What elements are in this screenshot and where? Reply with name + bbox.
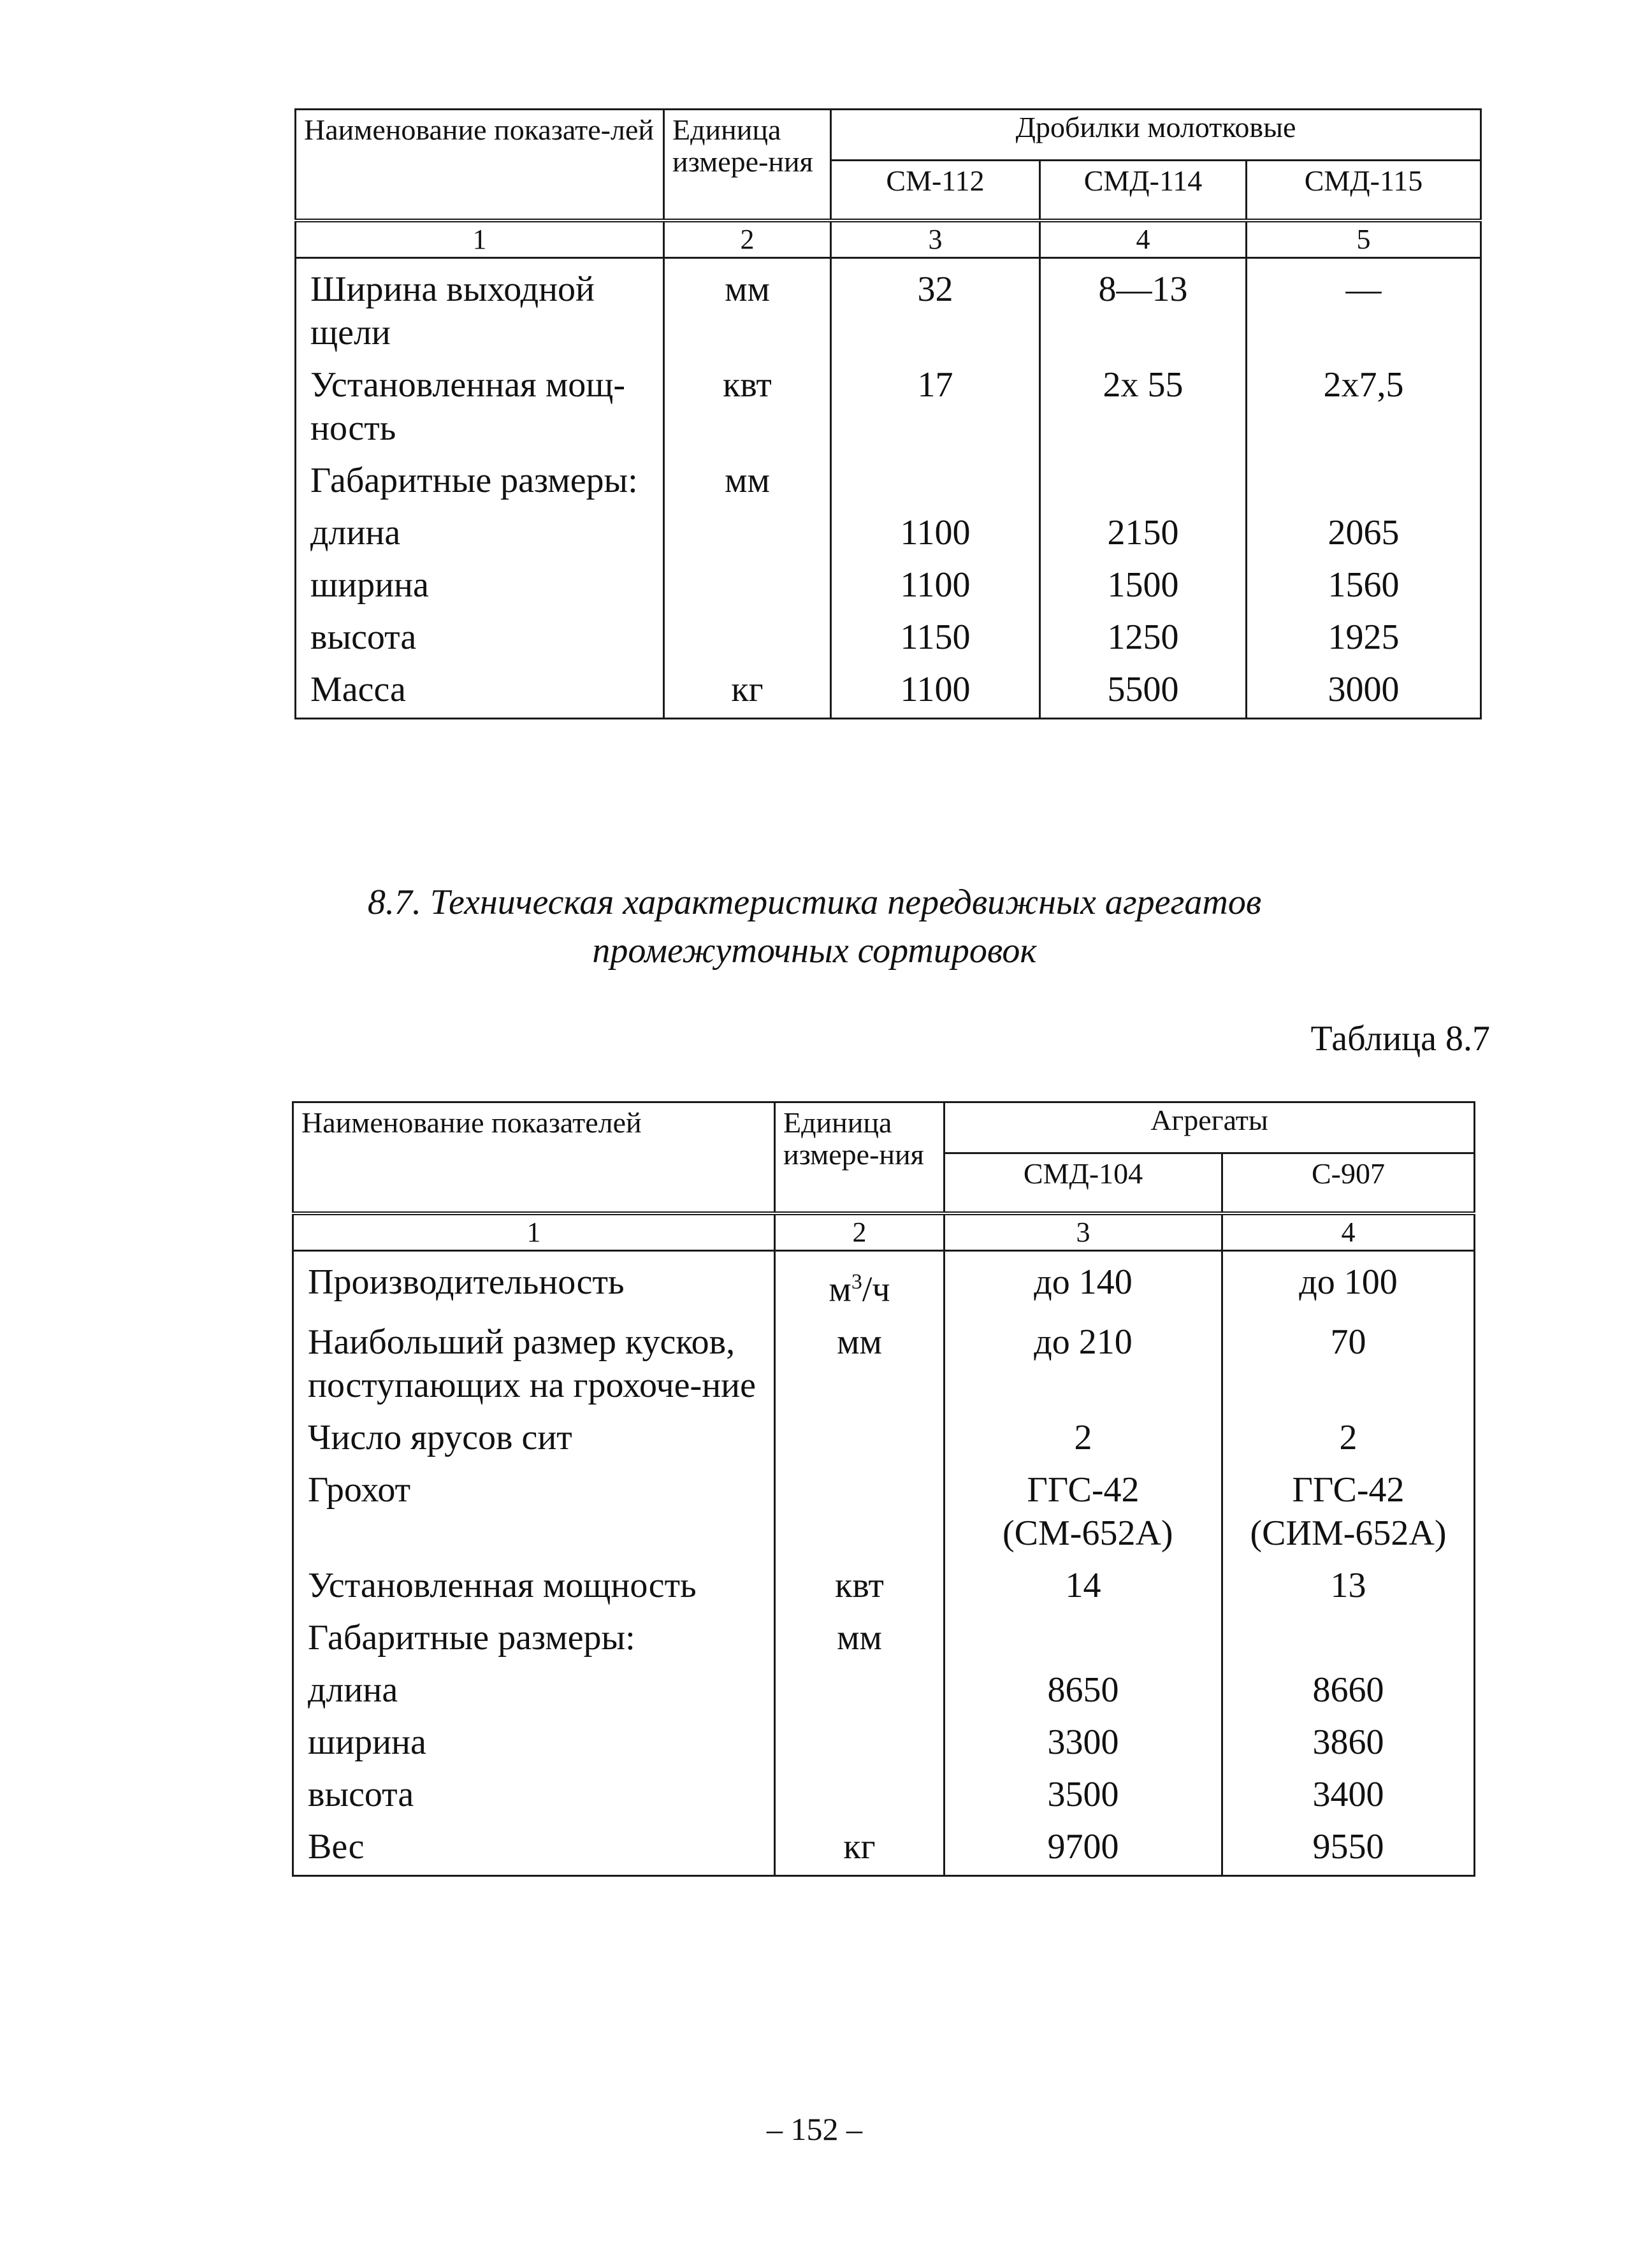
row-label: высота	[293, 1764, 775, 1816]
cell-value: 3300	[945, 1712, 1222, 1764]
t2-header-col-cmd104: СМД-104	[945, 1153, 1222, 1213]
t1-header-col-cmd115: СМД-115	[1247, 161, 1481, 220]
cell-value: 8—13	[1040, 258, 1247, 355]
cell-value: 1560	[1247, 554, 1481, 607]
row-unit	[775, 1251, 945, 1311]
cell-value: 2х7,5	[1247, 354, 1481, 450]
t2-header-col-c907: С-907	[1222, 1153, 1475, 1213]
cell-value: 17	[831, 354, 1040, 450]
row-unit	[775, 1659, 945, 1712]
row-label: длина	[296, 502, 664, 554]
unit-tail: /ч	[862, 1269, 890, 1310]
table-row	[296, 354, 1481, 450]
t1-colnum: 3	[831, 220, 1040, 258]
row-unit: кг	[775, 1816, 945, 1876]
row-unit: квт	[664, 354, 831, 450]
cell-value: 1100	[831, 502, 1040, 554]
table-row	[296, 258, 1481, 355]
t1-colnum: 1	[296, 220, 664, 258]
table-label: Таблица 8.7	[1310, 1019, 1490, 1058]
row-unit	[775, 1764, 945, 1816]
t2-colnum: 1	[293, 1213, 775, 1251]
t1-header-name: Наименование показате-лей	[296, 110, 664, 221]
t1-colnum: 5	[1247, 220, 1481, 258]
t1-header-col-cmd114: СМД-114	[1040, 161, 1247, 220]
row-label: Установленная мощ-ность	[296, 354, 664, 450]
table-row	[296, 554, 1481, 607]
cell-value: 3000	[1247, 659, 1481, 719]
cell-value: 9550	[1222, 1816, 1475, 1876]
row-unit: мм	[775, 1607, 945, 1659]
t2-header-group: Агрегаты	[945, 1102, 1475, 1153]
row-label: ширина	[296, 554, 664, 607]
row-unit: квт	[775, 1555, 945, 1607]
cell-value: до 100	[1222, 1251, 1475, 1311]
cell-value: 70	[1222, 1311, 1475, 1407]
t2-header-name: Наименование показателей	[293, 1102, 775, 1214]
table-row	[293, 1407, 1475, 1459]
cell-value: 14	[945, 1555, 1222, 1607]
row-unit	[664, 502, 831, 554]
table-row	[293, 1659, 1475, 1712]
t1-header-unit: Единица измере-ния	[664, 110, 831, 221]
table-row	[296, 502, 1481, 554]
cell-value: 2	[945, 1407, 1222, 1459]
table-row	[293, 1607, 1475, 1659]
cell-value: до 210	[945, 1311, 1222, 1407]
table-row	[293, 1251, 1475, 1311]
cell-value: 3500	[945, 1764, 1222, 1816]
row-label: Габаритные размеры:	[296, 450, 664, 502]
row-label: Вес	[293, 1816, 775, 1876]
table-row	[296, 607, 1481, 659]
t2-colnum: 4	[1222, 1213, 1475, 1251]
row-unit: кг	[664, 659, 831, 719]
table-row	[293, 1816, 1475, 1876]
row-label: Ширина выходной щели	[296, 258, 664, 355]
table-row	[293, 1311, 1475, 1407]
cell-value: —	[1247, 258, 1481, 355]
cell-value	[1247, 450, 1481, 502]
row-unit: мм	[775, 1311, 945, 1407]
row-label: высота	[296, 607, 664, 659]
section-caption-line-1: 8.7. Техническая характеристика передвижных агрегатов	[367, 883, 1262, 922]
table-row	[293, 1459, 1475, 1555]
t1-colnum: 4	[1040, 220, 1247, 258]
row-unit	[664, 607, 831, 659]
section-caption-line-2: промежуточных сортировок	[592, 931, 1037, 971]
cell-value: ГГС-42 (СИМ-652А)	[1222, 1459, 1475, 1555]
t1-colnum: 2	[664, 220, 831, 258]
row-label: Грохот	[293, 1459, 775, 1555]
cell-value: 2150	[1040, 502, 1247, 554]
cell-value: 3860	[1222, 1712, 1475, 1764]
cell-value	[1222, 1607, 1475, 1659]
section-caption	[0, 878, 1629, 975]
t2-header-unit: Единица измере-ния	[775, 1102, 945, 1214]
cell-value: 32	[831, 258, 1040, 355]
unit-superscript: 3	[851, 1270, 862, 1294]
table-row	[293, 1555, 1475, 1607]
cell-value: 8650	[945, 1659, 1222, 1712]
row-label: Число ярусов сит	[293, 1407, 775, 1459]
cell-value	[945, 1607, 1222, 1659]
cell-value: 2	[1222, 1407, 1475, 1459]
row-unit	[775, 1459, 945, 1555]
row-unit: мм	[664, 450, 831, 502]
cell-value: 1925	[1247, 607, 1481, 659]
aggregates-table	[292, 1101, 1475, 1877]
row-label: ширина	[293, 1712, 775, 1764]
t1-header-group: Дробилки молотковые	[831, 110, 1481, 161]
row-label: Наибольший размер кусков, поступающих на грохоче-ние	[293, 1311, 775, 1407]
row-label: Производительность	[293, 1251, 775, 1311]
cell-value: 5500	[1040, 659, 1247, 719]
cell-value	[831, 450, 1040, 502]
cell-value: 3400	[1222, 1764, 1475, 1816]
table-row	[293, 1764, 1475, 1816]
table-row	[296, 659, 1481, 719]
unit-base: м	[829, 1269, 851, 1310]
row-label: длина	[293, 1659, 775, 1712]
t2-colnum: 3	[945, 1213, 1222, 1251]
row-unit	[775, 1407, 945, 1459]
cell-value: 1150	[831, 607, 1040, 659]
cell-value: 1250	[1040, 607, 1247, 659]
cell-value: ГГС-42 (СМ-652А)	[945, 1459, 1222, 1555]
row-unit	[775, 1712, 945, 1764]
page-number: – 152 –	[767, 2111, 862, 2147]
cell-value: до 140	[945, 1251, 1222, 1311]
cell-value	[1040, 450, 1247, 502]
table-row	[296, 450, 1481, 502]
row-label: Масса	[296, 659, 664, 719]
cell-value: 2х 55	[1040, 354, 1247, 450]
row-unit	[664, 554, 831, 607]
row-label: Габаритные размеры:	[293, 1607, 775, 1659]
cell-value: 1500	[1040, 554, 1247, 607]
cell-value: 2065	[1247, 502, 1481, 554]
cell-value: 13	[1222, 1555, 1475, 1607]
t1-header-col-cm112: СМ-112	[831, 161, 1040, 220]
cell-value: 8660	[1222, 1659, 1475, 1712]
row-unit: мм	[664, 258, 831, 355]
cell-value: 1100	[831, 554, 1040, 607]
cell-value: 9700	[945, 1816, 1222, 1876]
crushers-table	[294, 108, 1482, 719]
row-label: Установленная мощность	[293, 1555, 775, 1607]
t2-colnum: 2	[775, 1213, 945, 1251]
table-row	[293, 1712, 1475, 1764]
cell-value: 1100	[831, 659, 1040, 719]
